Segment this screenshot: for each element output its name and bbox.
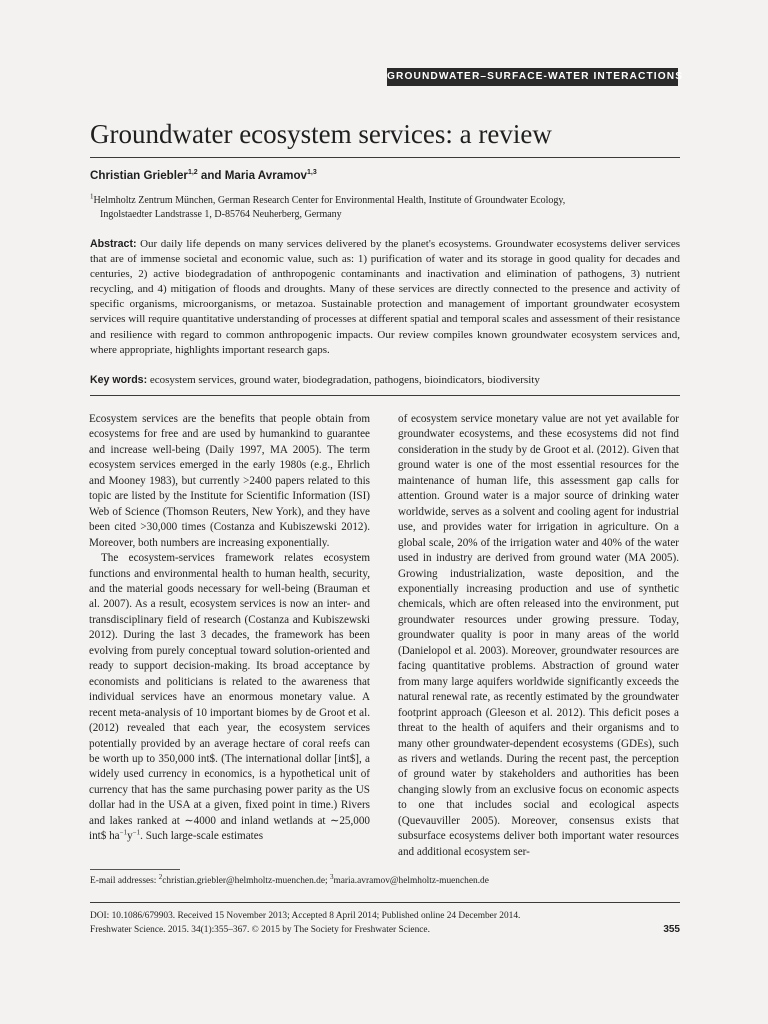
affiliation bbox=[90, 194, 690, 222]
body-paragraph: of ecosystem service monetary value are not yet available for groundwater ecosystems, and these ecosystems did not find consideration in the study by de Groot et al. (2012). Given that ground water is one of the most essential resources for the maintenance of human life, this assessment gap calls for attention. Ground water is a major source of drinking water worldwide, serves as a solvent and cooling agent for industrial use, and provides water for irrigation in agriculture. On a global scale, 20% of the irrigation water and 40% of the water used in industry are derived from ground water (MA 2005). Growing industrialization, waste deposition, and the exponentially increasing production and use of synthetic chemicals, which are often released into the environment, put groundwater resources under growing pressure. Today, groundwater quality is poor in many areas of the world (Danielopol et al. 2003). Moreover, groundwater resources are facing quantitative problems. Abstraction of ground water from many large aquifers worldwide significantly exceeds the natural renewal rate, as recently estimated by the groundwater footprint approach (Gleeson et al. 2012). This deficit poses a threat to the health of aquifers and their organisms and to many other groundwater-dependent ecosystems (GDEs), such as rivers and wetlands. During the recent past, the perception of ground water by stakeholders and authorities has been changing slowly from an exclusive focus on economic aspects to one that includes social and ecological aspects (Quevauviller 2005). Moreover, consensus exists that subsurface ecosystems deliver both important water resources and additional ecosystem ser- bbox=[398, 413, 679, 858]
affiliation-line-2: Ingolstaedter Landstrasse 1, D-85764 Neuherberg, Germany bbox=[100, 209, 342, 220]
citation-footer bbox=[90, 909, 680, 937]
email-label: E-mail addresses: bbox=[90, 876, 159, 886]
author-list bbox=[90, 169, 317, 182]
citation-journal-line: Freshwater Science. 2015. 34(1):355–367. © 2015 by The Society for Freshwater Science. bbox=[90, 925, 430, 935]
abstract-label: Abstract: bbox=[90, 238, 137, 250]
body-column-left bbox=[89, 412, 370, 845]
abstract bbox=[90, 237, 680, 358]
email-marker: 3 bbox=[329, 872, 334, 881]
author-name: Christian Griebler bbox=[90, 169, 188, 182]
email-marker: 2 bbox=[158, 872, 163, 881]
footer-rule bbox=[90, 902, 680, 903]
abstract-text: Our daily life depends on many services delivered by the planet's ecosystems. Groundwater ecosystems deliver services that are of immense societal and economic value, such as: 1) purification of water and its storage in good quality for decades and centuries, 2) active biodegradation of anthropogenic contaminants and inactivation and elimination of pathogens, 3) nutrient recycling, and 4) mitigation of floods and droughts. Many of these services are directly connected to the presence and activity of specific organisms, microorganisms, or metazoa. Sustainable protection and management of important groundwater ecosystem services will require quantitative understanding of processes at different spatial and temporal scales and assessment of their resistance and resilience with regard to common anthropogenic impacts. Our review compiles known groundwater ecosystem services and, where appropriate, highlights important research gaps. bbox=[90, 238, 680, 356]
keywords bbox=[90, 373, 680, 388]
email-link[interactable]: christian.griebler@helmholtz-muenchen.de bbox=[162, 876, 325, 886]
article-title: Groundwater ecosystem services: a review bbox=[90, 119, 552, 149]
section-tag: GROUNDWATER–SURFACE-WATER INTERACTIONS bbox=[387, 68, 678, 86]
body-paragraph bbox=[89, 551, 370, 845]
title-rule bbox=[90, 157, 680, 158]
body-text: y bbox=[127, 830, 133, 843]
superscript: −1 bbox=[119, 828, 128, 837]
email-separator: ; bbox=[324, 876, 330, 886]
body-text: The ecosystem-services framework relates ecosystem functions and environmental health to human health, security, and the material goods necessary for well-being (Brauman et al. 2007). As a result, ecosystem services is now an inter- and transdisciplinary field of research (Costanza and Kubiszewski 2012). During the last 3 decades, the framework has been evolving from purely conceptual toward solution-oriented and ready to support decision-making. Its broad acceptance by economists and politicians is related to the awareness that individual services have an enormous monetary value. A recent meta-analysis of 10 important biomes by de Groot et al. (2012) revealed that each year, the ecosystem services potentially provided by an average hectare of coral reefs can be worth up to 350,000 int$. (The international dollar [int$], a widely used currency in economics, is a hypothetical unit of currency that has the same purchasing power parity as the US dollar had in the USA at a given, fixed point in time.) Rivers and lakes ranked at ∼4000 and inland wetlands at ∼25,000 int$ ha bbox=[89, 552, 370, 843]
abstract-rule bbox=[90, 395, 680, 396]
affiliation-line-1: Helmholtz Zentrum München, German Research Center for Environmental Health, Institute of Groundwater Ecology, bbox=[93, 195, 566, 206]
page-number: 355 bbox=[663, 924, 680, 935]
author-joiner: and bbox=[197, 169, 225, 182]
citation-doi-line: DOI: 10.1086/679903. Received 15 November 2013; Accepted 8 April 2014; Published online 24 December 2014. bbox=[90, 911, 521, 921]
superscript: −1 bbox=[132, 828, 141, 837]
keywords-label: Key words: bbox=[90, 374, 148, 386]
body-column-right bbox=[398, 412, 679, 860]
body-paragraph: Ecosystem services are the benefits that people obtain from ecosystems for free and are used by humankind to guarantee and increase well-being (Daily 1997, MA 2005). The term ecosystem services emerged in the early 1980s (e.g., Ehrlich and Mooney 1983), but currently >2400 papers related to this topic are listed by the Institute for Scientific Information (ISI) Web of Science (Thomson Reuters, New York), and they have been cited >30,000 times (Costanza and Kubiszewski 2012). Moreover, both numbers are increasing exponentially. bbox=[89, 413, 370, 549]
email-link[interactable]: maria.avramov@helmholtz-muenchen.de bbox=[333, 876, 489, 886]
email-footnote bbox=[90, 872, 489, 886]
keywords-text: ecosystem services, ground water, biodegradation, pathogens, bioindicators, biodiversity bbox=[149, 374, 540, 386]
body-text: . Such large-scale estimates bbox=[140, 830, 264, 843]
author-affiliation-marker: 1,2 bbox=[187, 169, 198, 177]
author-affiliation-marker: 1,3 bbox=[307, 169, 317, 177]
footnote-rule bbox=[90, 869, 180, 870]
affiliation-marker: 1 bbox=[90, 192, 94, 201]
author-name: Maria Avramov bbox=[224, 169, 307, 182]
